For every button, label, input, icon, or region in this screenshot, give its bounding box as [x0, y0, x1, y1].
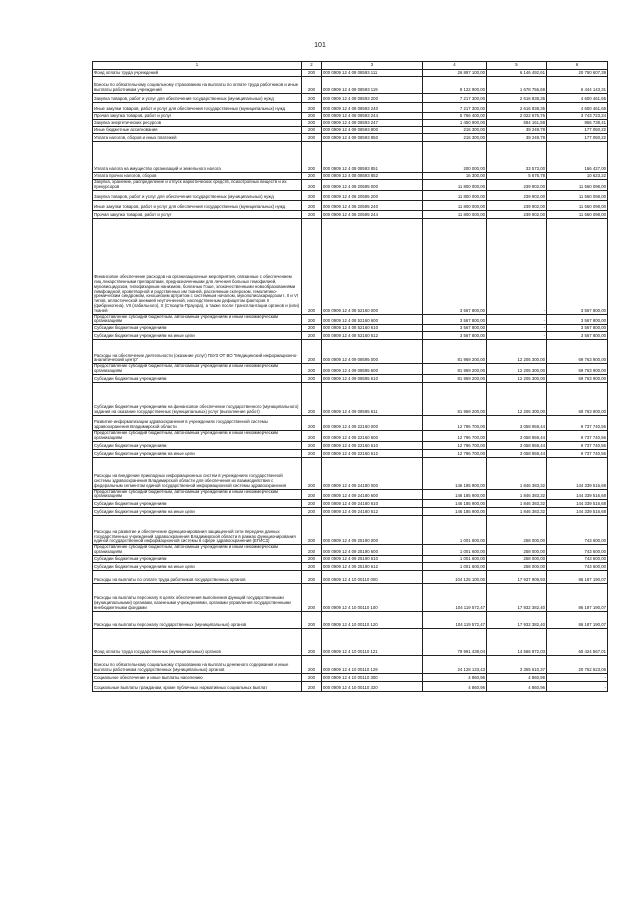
row-budget-classification-code: 000 0909 12 4 09 08595 600 [322, 364, 423, 375]
row-budget-classification-code: 000 0909 12 4 09 08595 610 [322, 374, 423, 382]
row-budget-classification-code: 000 0909 12 4 08 08593 244 [322, 113, 423, 120]
row-line-code: 200 [302, 113, 322, 120]
row-budget-classification-code: 000 0909 12 4 09 24180 610 [322, 500, 423, 508]
row-unexecuted-amount: 65 424 567,01 [547, 628, 608, 655]
row-unexecuted-amount: 144 339 516,68 [547, 500, 608, 508]
row-executed-amount: 3 058 959,44 [487, 430, 547, 441]
row-description: Субсидии бюджетным учреждениям на иные цели [93, 449, 302, 457]
row-unexecuted-amount: 86 187 190,07 [547, 570, 608, 583]
row-line-code: 200 [302, 382, 322, 415]
row-description: Расходы на выплаты персоналу в целях обеспечения выполнения функций государственными (муниципальными) органами, казенными учреждениями, органами управления государственными внебюджетными фондами [93, 583, 302, 611]
row-description: Социальное обеспечение и иные выплаты населению [93, 673, 302, 681]
row-unexecuted-amount: 743 600,00 [547, 545, 608, 556]
table-row [93, 449, 608, 457]
row-budget-classification-code: 000 0909 12 4 09 24180 612 [322, 508, 423, 516]
row-executed-amount: 258 000,00 [487, 555, 547, 562]
row-unexecuted-amount: 69 763 900,00 [547, 382, 608, 415]
row-unexecuted-amount: 6 444 143,31 [547, 77, 608, 94]
table-row [93, 655, 608, 673]
row-budget-classification-code: 000 0909 12 4 09 24180 600 [322, 489, 423, 500]
row-line-code: 200 [302, 314, 322, 325]
row-unexecuted-amount: - [547, 681, 608, 691]
row-line-code: 200 [302, 430, 322, 441]
row-budget-classification-code: 000 0909 12 4 08 20595 244 [322, 210, 423, 218]
row-budget-classification-code: 000 0909 12 4 09 22160 000 [322, 415, 423, 430]
row-unexecuted-amount: 86 187 190,07 [547, 583, 608, 611]
row-description: Прочая закупка товаров, работ и услуг [93, 210, 302, 218]
row-approved-amount: 4 860,96 [423, 681, 487, 691]
row-budget-classification-code: 000 0909 12 4 10 00110 320 [322, 681, 423, 691]
row-line-code: 200 [302, 340, 322, 364]
row-budget-classification-code: 000 0909 12 4 08 52160 600 [322, 314, 423, 325]
row-unexecuted-amount: 20 750 607,39 [547, 70, 608, 77]
row-line-code: 200 [302, 180, 322, 191]
row-approved-amount: 4 860,96 [423, 673, 487, 681]
row-budget-classification-code: 000 0909 12 4 08 08593 851 [322, 142, 423, 173]
row-approved-amount: 1 001 600,00 [423, 562, 487, 570]
row-description: Расходы на выплаты персоналу государственных (муниципальных) органов [93, 611, 302, 628]
row-unexecuted-amount: 11 560 098,00 [547, 210, 608, 218]
row-description: Расходы на выплаты по оплате труда работников государственных органов [93, 570, 302, 583]
row-executed-amount: - [487, 314, 547, 325]
table-row [93, 583, 608, 611]
row-approved-amount: 146 185 900,00 [423, 489, 487, 500]
row-description: Субсидии бюджетным учреждениям [93, 500, 302, 508]
row-executed-amount: 2 616 838,35 [487, 103, 547, 113]
row-line-code: 200 [302, 200, 322, 210]
row-unexecuted-amount: 9 737 740,56 [547, 441, 608, 449]
row-unexecuted-amount: 10 623,22 [547, 173, 608, 180]
row-executed-amount: 258 000,00 [487, 545, 547, 556]
row-approved-amount: 104 125 100,00 [423, 570, 487, 583]
row-budget-classification-code: 000 0909 12 4 08 52160 612 [322, 332, 423, 340]
table-row [93, 430, 608, 441]
row-approved-amount: 8 122 900,00 [423, 77, 487, 94]
row-executed-amount: 39 249,78 [487, 127, 547, 134]
row-executed-amount: - [487, 325, 547, 332]
row-executed-amount: 2 616 838,35 [487, 94, 547, 103]
row-description: Предоставление субсидий бюджетным, автономным учреждениям и иным некоммерческим организациям [93, 364, 302, 375]
column-header: 1 [93, 62, 302, 70]
row-line-code: 200 [302, 120, 322, 127]
row-description: Расходы на обеспечение деятельности (оказание услуг) ГБУЗ ОТ ВО "Медицинский информационно-аналитический центр" [93, 340, 302, 364]
row-executed-amount: - [487, 332, 547, 340]
row-description: Иные закупки товаров, работ и услуг для обеспечения государственных (муниципальных) нужд [93, 200, 302, 210]
row-executed-amount: 4 860,96 [487, 673, 547, 681]
row-unexecuted-amount: 20 762 623,06 [547, 655, 608, 673]
row-line-code: 200 [302, 583, 322, 611]
row-budget-classification-code: 000 0909 12 4 08 08593 852 [322, 173, 423, 180]
row-line-code: 200 [302, 516, 322, 545]
row-budget-classification-code: 000 0909 12 4 09 25190 610 [322, 555, 423, 562]
row-unexecuted-amount: 9 737 740,56 [547, 449, 608, 457]
row-approved-amount: 146 185 900,00 [423, 508, 487, 516]
row-description: Прочая закупка товаров, работ и услуг [93, 113, 302, 120]
table-row [93, 190, 608, 200]
table-row [93, 457, 608, 489]
row-description: Субсидии бюджетным учреждениям [93, 441, 302, 449]
row-description: Субсидии бюджетным учреждениям [93, 374, 302, 382]
row-executed-amount: 3 058 959,44 [487, 441, 547, 449]
row-budget-classification-code: 000 0909 12 4 08 08593 850 [322, 134, 423, 142]
row-approved-amount: 7 217 300,00 [423, 103, 487, 113]
row-budget-classification-code: 000 0909 12 4 10 00110 121 [322, 628, 423, 655]
row-executed-amount: 39 249,78 [487, 134, 547, 142]
table-row [93, 218, 608, 314]
table-row [93, 681, 608, 691]
row-approved-amount: 11 800 000,00 [423, 210, 487, 218]
row-approved-amount: 5 766 400,00 [423, 113, 487, 120]
row-executed-amount: 258 000,00 [487, 516, 547, 545]
row-approved-amount: 1 001 600,00 [423, 545, 487, 556]
row-description: Иные бюджетные ассигнования [93, 127, 302, 134]
row-unexecuted-amount: 9 737 740,56 [547, 415, 608, 430]
row-executed-amount: 2 022 676,76 [487, 113, 547, 120]
row-budget-classification-code: 000 0909 12 4 08 08593 800 [322, 127, 423, 134]
row-budget-classification-code: 000 0909 12 4 08 08593 247 [322, 120, 423, 127]
row-executed-amount: 6 146 492,61 [487, 70, 547, 77]
row-executed-amount: - [487, 218, 547, 314]
row-description: Субсидии бюджетным учреждениям на иные цели [93, 562, 302, 570]
row-budget-classification-code: 000 0909 12 4 08 52160 610 [322, 325, 423, 332]
row-unexecuted-amount: 144 339 516,68 [547, 457, 608, 489]
table-row [93, 628, 608, 655]
column-header: 3 [322, 62, 423, 70]
row-approved-amount: 79 991 439,04 [423, 628, 487, 655]
row-unexecuted-amount: 11 560 098,00 [547, 200, 608, 210]
row-description: Фонд оплаты труда учреждений [93, 70, 302, 77]
row-unexecuted-amount: 4 600 461,65 [547, 94, 608, 103]
table-row [93, 325, 608, 332]
row-approved-amount: 81 969 200,00 [423, 340, 487, 364]
table-row [93, 516, 608, 545]
table-row [93, 673, 608, 681]
column-header: 5 [487, 62, 547, 70]
table-row [93, 545, 608, 556]
table-row [93, 314, 608, 325]
row-executed-amount: 33 573,00 [487, 142, 547, 173]
row-unexecuted-amount: 3 743 723,24 [547, 113, 608, 120]
row-description: Уплата налога на имущество организаций и земельного налога [93, 142, 302, 173]
row-budget-classification-code: 000 0909 12 4 08 08593 240 [322, 103, 423, 113]
row-budget-classification-code: 000 0909 12 4 09 22160 612 [322, 449, 423, 457]
row-line-code: 200 [302, 173, 322, 180]
row-budget-classification-code: 000 0909 12 4 08 52160 000 [322, 218, 423, 314]
row-unexecuted-amount: 177 050,22 [547, 127, 608, 134]
row-description: Фонд оплаты труда государственных (муниципальных) органов [93, 628, 302, 655]
row-unexecuted-amount: 743 600,00 [547, 555, 608, 562]
row-line-code: 200 [302, 374, 322, 382]
row-budget-classification-code: 000 0909 12 4 08 08593 200 [322, 94, 423, 103]
row-approved-amount: 26 897 100,00 [423, 70, 487, 77]
column-number-row [93, 62, 608, 70]
table-row [93, 570, 608, 583]
row-line-code: 200 [302, 77, 322, 94]
row-description: Уплата прочих налогов, сборов [93, 173, 302, 180]
row-line-code: 200 [302, 134, 322, 142]
row-description: Закупка товаров, работ и услуг для обеспечения государственных (муниципальных) нужд [93, 190, 302, 200]
row-budget-classification-code: 000 0909 12 4 10 00110 120 [322, 611, 423, 628]
table-row [93, 415, 608, 430]
row-line-code: 200 [302, 210, 322, 218]
table-row [93, 364, 608, 375]
row-line-code: 200 [302, 218, 322, 314]
row-line-code: 200 [302, 500, 322, 508]
row-budget-classification-code: 000 0909 12 4 09 08595 611 [322, 382, 423, 415]
row-budget-classification-code: 000 0909 12 4 10 00110 000 [322, 570, 423, 583]
row-unexecuted-amount: 743 600,00 [547, 516, 608, 545]
column-header: 2 [302, 62, 322, 70]
table-row [93, 173, 608, 180]
row-executed-amount: 3 365 510,37 [487, 655, 547, 673]
row-line-code: 200 [302, 628, 322, 655]
row-budget-classification-code: 000 0909 12 4 08 08593 119 [322, 77, 423, 94]
row-approved-amount: 81 969 200,00 [423, 364, 487, 375]
row-approved-amount: 81 969 200,00 [423, 374, 487, 382]
row-approved-amount: 12 796 700,00 [423, 441, 487, 449]
row-approved-amount: 1 001 600,00 [423, 555, 487, 562]
row-line-code: 200 [302, 457, 322, 489]
table-row [93, 180, 608, 191]
row-unexecuted-amount: 3 567 800,00 [547, 218, 608, 314]
row-executed-amount: 258 000,00 [487, 562, 547, 570]
row-unexecuted-amount: 144 339 516,68 [547, 489, 608, 500]
row-budget-classification-code: 000 0909 12 4 08 08593 111 [322, 70, 423, 77]
row-unexecuted-amount: 86 187 190,07 [547, 611, 608, 628]
row-executed-amount: 5 676,78 [487, 173, 547, 180]
row-description: Уплата налогов, сборов и иных платежей [93, 134, 302, 142]
row-approved-amount: 11 800 000,00 [423, 200, 487, 210]
row-description: Субсидии бюджетным учреждениям [93, 555, 302, 562]
row-description: Субсидии бюджетным учреждениям [93, 325, 302, 332]
row-approved-amount: 3 567 800,00 [423, 325, 487, 332]
row-description: Закупка, хранение, распределение и отпуск наркотических средств, психотропных веществ и их прекурсоров [93, 180, 302, 191]
row-line-code: 200 [302, 570, 322, 583]
row-description: Субсидии бюджетным учреждениям на иные цели [93, 332, 302, 340]
row-line-code: 200 [302, 415, 322, 430]
row-line-code: 200 [302, 545, 322, 556]
row-unexecuted-amount: 69 763 900,00 [547, 364, 608, 375]
row-line-code: 200 [302, 489, 322, 500]
table-row [93, 77, 608, 94]
column-header: 6 [547, 62, 608, 70]
row-approved-amount: 3 567 800,00 [423, 218, 487, 314]
table-row [93, 332, 608, 340]
table-row [93, 555, 608, 562]
row-approved-amount: 1 001 600,00 [423, 516, 487, 545]
row-executed-amount: 1 846 383,32 [487, 500, 547, 508]
row-unexecuted-amount: 856 738,41 [547, 120, 608, 127]
row-line-code: 200 [302, 70, 322, 77]
row-line-code: 200 [302, 190, 322, 200]
row-executed-amount: 12 205 300,00 [487, 382, 547, 415]
row-description: Предоставление субсидий бюджетным, автономным учреждениям и иным некоммерческим организациям [93, 314, 302, 325]
row-executed-amount: 1 846 383,32 [487, 489, 547, 500]
row-description: Расходы на развитие и обеспечение функционирования защищенной сети передачи данных государственных учреждений здравоохранения Владимирской области в рамках функционирования единой государственной информационной системы в сфере здравоохранения (ЕГИСЗ) [93, 516, 302, 545]
row-executed-amount: 594 161,59 [487, 120, 547, 127]
table-row [93, 382, 608, 415]
row-unexecuted-amount: 3 567 800,00 [547, 332, 608, 340]
row-budget-classification-code: 000 0909 12 4 08 20595 200 [322, 190, 423, 200]
table-row [93, 113, 608, 120]
row-description: Иные закупки товаров, работ и услуг для обеспечения государственных (муниципальных) нужд [93, 103, 302, 113]
row-unexecuted-amount: 9 737 740,56 [547, 430, 608, 441]
row-approved-amount: 11 800 000,00 [423, 190, 487, 200]
row-unexecuted-amount: 3 567 800,00 [547, 325, 608, 332]
row-description: Субсидии бюджетным учреждениям на финансовое обеспечение государственного (муниципального) задания на оказание государственных (муниципальных) услуг (выполнение работ) [93, 382, 302, 415]
row-approved-amount: 216 300,00 [423, 127, 487, 134]
row-description: Развитие информатизации здравоохранения в учреждениях государственной системы здравоохранения Владимирской области [93, 415, 302, 430]
table-row [93, 562, 608, 570]
row-line-code: 200 [302, 673, 322, 681]
row-budget-classification-code: 000 0909 12 4 10 00110 300 [322, 673, 423, 681]
table-row [93, 200, 608, 210]
row-budget-classification-code: 000 0909 12 4 09 25190 000 [322, 516, 423, 545]
row-unexecuted-amount: - [547, 673, 608, 681]
row-executed-amount: 12 205 300,00 [487, 374, 547, 382]
row-executed-amount: 4 860,96 [487, 681, 547, 691]
row-line-code: 200 [302, 142, 322, 173]
row-approved-amount: 104 119 572,47 [423, 583, 487, 611]
table-row [93, 210, 608, 218]
row-line-code: 200 [302, 681, 322, 691]
row-budget-classification-code: 000 0909 12 4 09 25190 612 [322, 562, 423, 570]
table-row [93, 120, 608, 127]
row-executed-amount: 239 902,00 [487, 200, 547, 210]
row-line-code: 200 [302, 441, 322, 449]
row-approved-amount: 81 969 200,00 [423, 382, 487, 415]
row-description: Закупка энергетических ресурсов [93, 120, 302, 127]
row-description: Субсидии бюджетным учреждениям на иные цели [93, 508, 302, 516]
row-executed-amount: 239 902,00 [487, 210, 547, 218]
row-unexecuted-amount: 177 050,22 [547, 134, 608, 142]
row-line-code: 200 [302, 364, 322, 375]
row-executed-amount: 239 902,00 [487, 180, 547, 191]
row-line-code: 200 [302, 127, 322, 134]
row-executed-amount: 17 932 382,40 [487, 583, 547, 611]
table-row [93, 103, 608, 113]
row-budget-classification-code: 000 0909 12 4 09 25190 600 [322, 545, 423, 556]
budget-execution-table [92, 61, 608, 692]
row-approved-amount: 12 796 700,00 [423, 415, 487, 430]
row-unexecuted-amount: 3 567 800,00 [547, 314, 608, 325]
row-line-code: 200 [302, 555, 322, 562]
table-row [93, 94, 608, 103]
row-approved-amount: 216 300,00 [423, 134, 487, 142]
row-budget-classification-code: 000 0909 12 4 08 20595 240 [322, 200, 423, 210]
table-row [93, 441, 608, 449]
row-line-code: 200 [302, 655, 322, 673]
row-approved-amount: 12 796 700,00 [423, 449, 487, 457]
row-budget-classification-code: 000 0909 12 4 10 00110 100 [322, 583, 423, 611]
table-row [93, 134, 608, 142]
row-line-code: 200 [302, 611, 322, 628]
row-description: Финансовое обеспечение расходов на организационные мероприятия, связанные с обеспечением лиц лекарственными препаратами, предназначенными для лечения больных гемофилией, муковисцидозом, гипофизарным нанизмом, болезнью Гоше, злокачественными новообразованиями лимфоидной, кроветворной и родственных им тканей, рассеянным склерозом, гемолитико-уремическим синдромом, юношеским артритом с системным началом, мукополисахаридозом I, II и VI типов, апластической анемией неуточненной, наследственным дефицитом факторов II (фибриногена), VII (лабильного), X (Стюарта-Прауэра), а также после трансплантации органов и (или) тканей [93, 218, 302, 314]
row-description: Взносы по обязательному социальному страхованию на выплаты денежного содержания и иные выплаты работникам государственных (муниципальных) органов [93, 655, 302, 673]
table-row [93, 508, 608, 516]
row-approved-amount: 104 119 572,47 [423, 611, 487, 628]
row-executed-amount: 12 205 300,00 [487, 340, 547, 364]
page-number: 101 [314, 42, 326, 49]
row-approved-amount: 1 450 900,00 [423, 120, 487, 127]
column-header: 4 [423, 62, 487, 70]
row-unexecuted-amount: 11 560 098,00 [547, 180, 608, 191]
row-unexecuted-amount: 11 560 098,00 [547, 190, 608, 200]
row-executed-amount: 1 846 383,32 [487, 508, 547, 516]
row-budget-classification-code: 000 0909 12 4 09 22160 610 [322, 441, 423, 449]
table-row [93, 500, 608, 508]
table-row [93, 70, 608, 77]
row-unexecuted-amount: 4 600 461,65 [547, 103, 608, 113]
row-approved-amount: 16 300,00 [423, 173, 487, 180]
row-budget-classification-code: 000 0909 12 4 09 08595 000 [322, 340, 423, 364]
row-approved-amount: 12 796 700,00 [423, 430, 487, 441]
row-unexecuted-amount: 144 339 516,68 [547, 508, 608, 516]
row-approved-amount: 200 000,00 [423, 142, 487, 173]
row-description: Предоставление субсидий бюджетным, автономным учреждениям и иным некоммерческим организациям [93, 430, 302, 441]
row-line-code: 200 [302, 94, 322, 103]
table-row [93, 127, 608, 134]
row-approved-amount: 146 185 900,00 [423, 500, 487, 508]
row-description: Расходы на внедрение прикладных информационных систем в учреждениях государственной системы здравоохранения Владимирской области для обеспечения их взаимодействия с федеральным сегментом единой государственной информационной системы здравоохранения [93, 457, 302, 489]
row-line-code: 200 [302, 325, 322, 332]
row-executed-amount: 3 058 959,44 [487, 415, 547, 430]
row-executed-amount: 1 846 383,32 [487, 457, 547, 489]
row-line-code: 200 [302, 562, 322, 570]
row-description: Предоставление субсидий бюджетным, автономным учреждениям и иным некоммерческим организациям [93, 489, 302, 500]
row-description: Социальные выплаты гражданам, кроме публичных нормативных социальных выплат [93, 681, 302, 691]
table-row [93, 611, 608, 628]
row-unexecuted-amount: 743 600,00 [547, 562, 608, 570]
row-executed-amount: 1 678 756,69 [487, 77, 547, 94]
table-body [93, 70, 608, 692]
row-executed-amount: 12 205 300,00 [487, 364, 547, 375]
row-description: Предоставление субсидий бюджетным, автономным учреждениям и иным некоммерческим организациям [93, 545, 302, 556]
row-description: Взносы по обязательному социальному страхованию на выплаты по оплате труда работников и иные выплаты работникам учреждений [93, 77, 302, 94]
row-budget-classification-code: 000 0909 12 4 08 20595 000 [322, 180, 423, 191]
row-approved-amount: 3 567 800,00 [423, 314, 487, 325]
row-description: Закупка товаров, работ и услуг для обеспечения государственных (муниципальных) нужд [93, 94, 302, 103]
table-row [93, 340, 608, 364]
row-executed-amount: 17 937 909,93 [487, 570, 547, 583]
row-executed-amount: 3 058 959,44 [487, 449, 547, 457]
row-approved-amount: 11 800 000,00 [423, 180, 487, 191]
row-unexecuted-amount: 166 427,00 [547, 142, 608, 173]
table-row [93, 489, 608, 500]
row-approved-amount: 146 185 900,00 [423, 457, 487, 489]
row-unexecuted-amount: 69 763 900,00 [547, 374, 608, 382]
row-executed-amount: 14 566 872,03 [487, 628, 547, 655]
row-budget-classification-code: 000 0909 12 4 09 22160 600 [322, 430, 423, 441]
row-executed-amount: 239 902,00 [487, 190, 547, 200]
row-line-code: 200 [302, 103, 322, 113]
row-budget-classification-code: 000 0909 12 4 10 00110 129 [322, 655, 423, 673]
table-row [93, 142, 608, 173]
row-approved-amount: 7 217 300,00 [423, 94, 487, 103]
row-line-code: 200 [302, 508, 322, 516]
row-line-code: 200 [302, 449, 322, 457]
row-line-code: 200 [302, 332, 322, 340]
row-budget-classification-code: 000 0909 12 4 09 24180 000 [322, 457, 423, 489]
row-approved-amount: 24 128 133,43 [423, 655, 487, 673]
row-unexecuted-amount: 69 763 900,00 [547, 340, 608, 364]
table-row [93, 374, 608, 382]
row-approved-amount: 3 567 800,00 [423, 332, 487, 340]
row-executed-amount: 17 932 382,40 [487, 611, 547, 628]
